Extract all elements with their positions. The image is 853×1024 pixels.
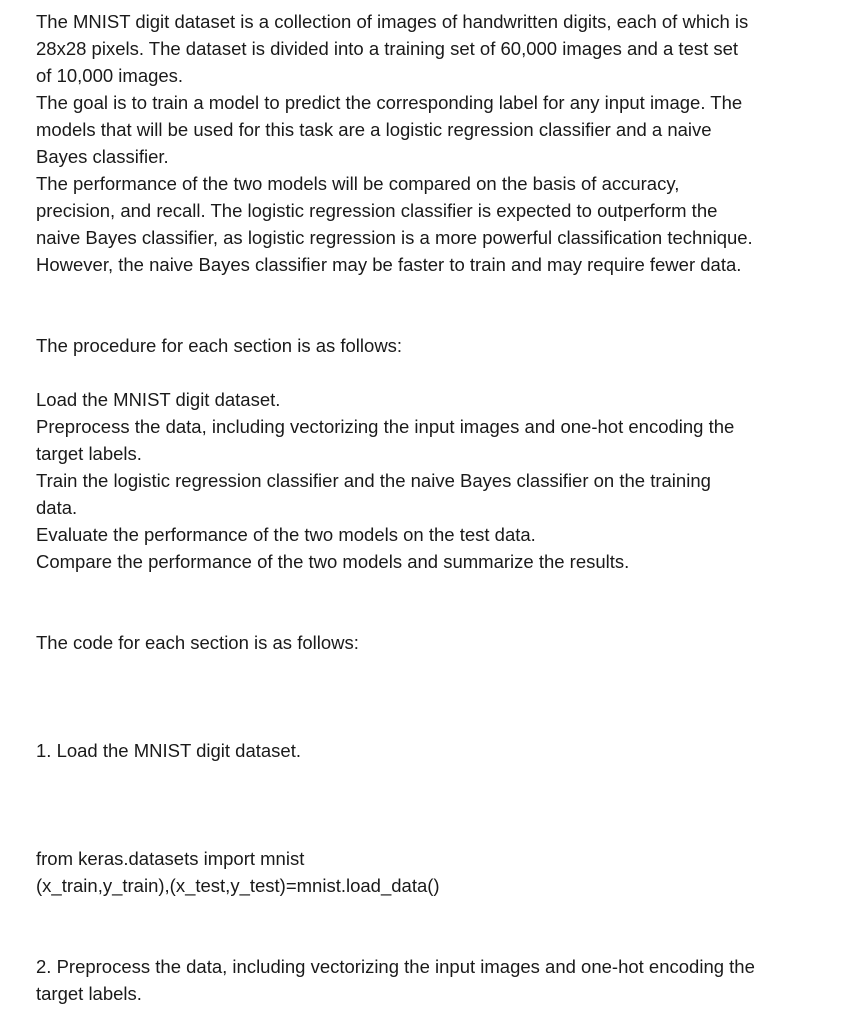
document-body (36, 8, 836, 1007)
code-line: from keras.datasets import mnist (36, 848, 305, 869)
procedure-step: Preprocess the data, including vectorizing the input images and one-hot encoding the (36, 416, 735, 437)
procedure-step: Load the MNIST digit dataset. (36, 389, 281, 410)
procedure-step: Train the logistic regression classifier and the naive Bayes classifier on the training (36, 470, 711, 491)
step1-code-block (36, 845, 836, 899)
text-line: target labels. (36, 983, 142, 1004)
step2-title (36, 953, 836, 1007)
code-line: (x_train,y_train),(x_test,y_test)=mnist.load_data() (36, 875, 440, 896)
text-line: The performance of the two models will be compared on the basis of accuracy, (36, 173, 680, 194)
text-line: of 10,000 images. (36, 65, 184, 86)
intro-paragraph-2 (36, 89, 836, 170)
spacer (36, 359, 836, 386)
text-line: naive Bayes classifier, as logistic regression is a more powerful classification technique. (36, 227, 753, 248)
procedure-step: data. (36, 497, 78, 518)
text-line: precision, and recall. The logistic regression classifier is expected to outperform the (36, 200, 718, 221)
text-line: However, the naive Bayes classifier may be faster to train and may require fewer data. (36, 254, 742, 275)
procedure-step: Compare the performance of the two models and summarize the results. (36, 551, 630, 572)
spacer (36, 575, 836, 629)
text-line: The goal is to train a model to predict the corresponding label for any input image. The (36, 92, 743, 113)
text-line: models that will be used for this task are a logistic regression classifier and a naive (36, 119, 712, 140)
intro-paragraph-1 (36, 8, 836, 89)
procedure-step: Evaluate the performance of the two models on the test data. (36, 524, 536, 545)
text-line: 28x28 pixels. The dataset is divided into a training set of 60,000 images and a test set (36, 38, 739, 59)
code-section-heading: The code for each section is as follows: (36, 632, 359, 653)
spacer (36, 899, 836, 953)
spacer (36, 764, 836, 845)
text-line: Bayes classifier. (36, 146, 169, 167)
intro-paragraph-3 (36, 170, 836, 278)
text-line: The MNIST digit dataset is a collection of images of handwritten digits, each of which is (36, 11, 749, 32)
procedure-heading: The procedure for each section is as follows: (36, 335, 403, 356)
procedure-steps (36, 386, 836, 575)
text-line: 2. Preprocess the data, including vectorizing the input images and one-hot encoding the (36, 956, 755, 977)
spacer (36, 278, 836, 332)
spacer (36, 656, 836, 737)
step1-title: 1. Load the MNIST digit dataset. (36, 740, 301, 761)
procedure-step: target labels. (36, 443, 142, 464)
